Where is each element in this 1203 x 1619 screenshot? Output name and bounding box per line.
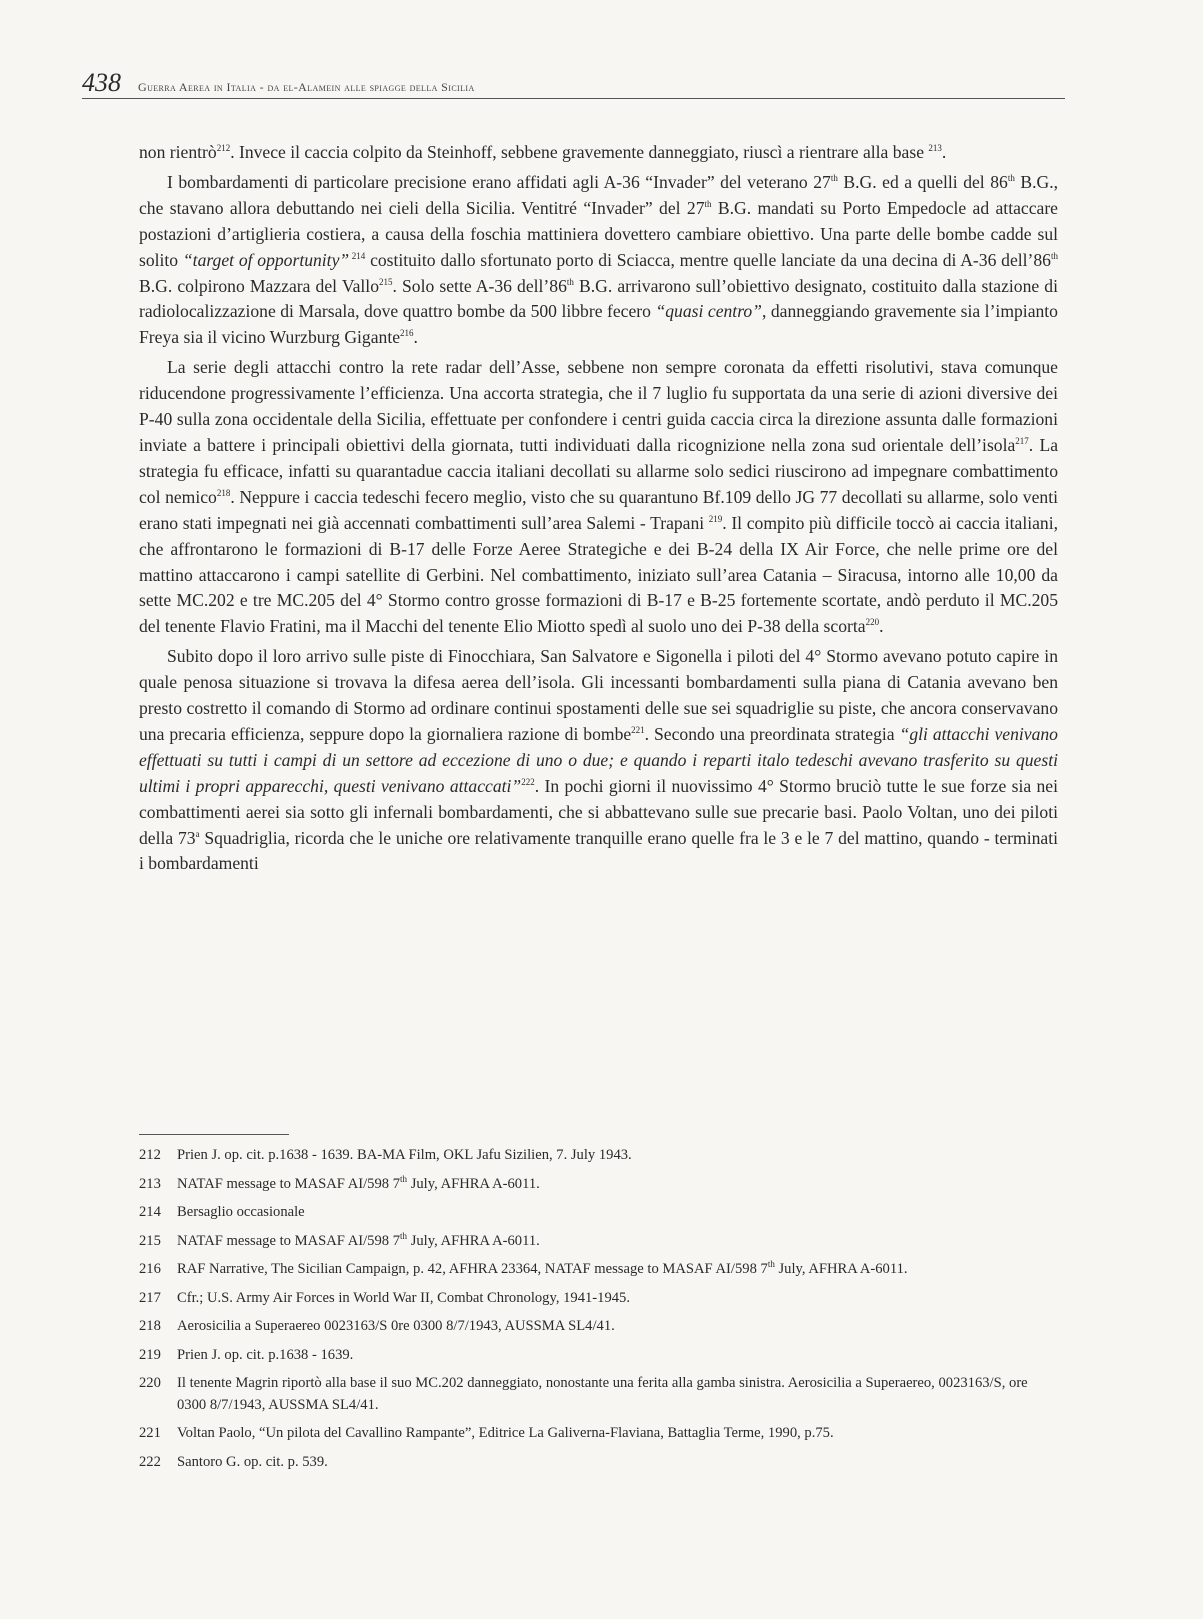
text-run: . Il compito più difficile toccò ai caccia italiani, che affrontarono le formazioni di B-17 delle Forze Aeree Strategiche e dei B-24 della IX Air Force, che nelle prime ore del mattino attaccarono i campi satellite di Gerbini. Nel combattimento, iniziato sull’area Catania – Siracusa, intorno alle 10,00 da sette MC.202 e tre MC.205 del 4° Stormo contro grosse formazioni di B-17 e B-25 fortemente scortate, andò perduto il MC.205 del tenente Flavio Fratini, ma il Macchi del tenente Elio Miotto spedì al suolo uno dei P-38 della scorta	[139, 512, 1058, 637]
ordinal-suffix: th	[830, 173, 838, 184]
paragraph-1	[139, 140, 1058, 166]
text-run: B.G. ed a quelli del 86	[837, 171, 1008, 192]
footnote-text	[177, 1231, 1058, 1253]
footnote-ref: 212	[216, 143, 231, 154]
footnote-number: 212	[139, 1147, 161, 1163]
ordinal-suffix: th	[1007, 173, 1015, 184]
text-run: NATAF message to MASAF AI/598 7	[177, 1232, 401, 1249]
text-run: I bombardamenti di particolare precisione erano affidati agli A-36 “Invader” del veterano 27	[167, 171, 831, 192]
footnote	[139, 1288, 1058, 1310]
footnote-ref: 222	[521, 776, 535, 787]
text-run: . Neppure i caccia tedeschi fecero meglio, visto che su quarantuno Bf.109 dello JG 77 decollati su allarme, solo venti erano stati impegnati nei già accennati combattimenti sull’area Salemi - Trapani	[139, 486, 1058, 533]
footnote	[139, 1231, 1058, 1253]
text-run: costituito dallo sfortunato porto di Sciacca, mentre quelle lanciate da una decina di A-36 dell’86	[365, 249, 1051, 270]
text-run: La serie degli attacchi contro la rete radar dell’Asse, sebbene non sempre coronata da effetti risolutivi, stava comunque riducendone progressivamente l’efficienza. Una accorta strategia, che il 7 luglio fu supportata da una serie di azioni diversive dei P-40 sulla zona occidentale della Sicilia, effettuate per confondere i centri guida caccia circa la direzione assunta dalle formazioni inviate a battere i principali obiettivi della giornata, tutti individuati dalla ricognizione nella zona sud orientale dell’isola	[139, 357, 1058, 455]
ordinal-suffix: th	[566, 276, 574, 287]
footnote-number: 216	[139, 1261, 161, 1277]
text-run: . La strategia fu efficace, infatti su quarantadue caccia italiani decollati su allarme solo sedici riuscirono ad impegnare combattimento col nemico	[139, 434, 1059, 507]
ordinal-suffix: th	[704, 198, 712, 209]
body-text	[139, 140, 1058, 877]
text-run: .	[879, 616, 884, 637]
footnote-number: 213	[139, 1175, 161, 1192]
text-run: , danneggiando gravemente sia l’impianto Freya sia il vicino Wurzburg Gigante	[139, 301, 1058, 348]
footnote-number: 217	[139, 1289, 161, 1306]
footnote-number: 214	[139, 1204, 161, 1220]
ordinal-suffix: th	[767, 1259, 775, 1270]
footnote-text: Cfr.; U.S. Army Air Forces in World War II, Combat Chronology, 1941-1945.	[177, 1289, 631, 1306]
footnote	[139, 1345, 1058, 1367]
footnote-ref: 219	[708, 513, 723, 524]
text-run: .	[941, 142, 947, 162]
page-number: 438	[82, 68, 121, 97]
text-run: July, AFHRA A-6011.	[774, 1261, 908, 1277]
footnote	[139, 1174, 1058, 1196]
footnote-text	[177, 1174, 1058, 1196]
footnote	[139, 1316, 1058, 1338]
text-run: . Invece il caccia colpito da Steinhoff, sebbene gravemente danneggiato, riuscì a rientrare alla base	[230, 142, 929, 162]
footnote	[139, 1259, 1058, 1281]
text-run: Subito dopo il loro arrivo sulle piste di Finocchiara, San Salvatore e Sigonella i piloti del 4° Stormo avevano potuto capire in quale penosa situazione si trovava la difesa aerea dell’isola. Gli incessanti bombardamenti sulla piana di Catania avevano ben presto costretto il comando di Stormo ad ordinare continui spostamenti delle sue sei squadriglie su piste, che ancora conservavano una precaria efficienza, seppure dopo la giornaliera razione di bombe	[139, 646, 1058, 744]
text-run: NATAF message to MASAF AI/598 7	[177, 1175, 401, 1192]
footnote-text: Bersaglio occasionale	[177, 1204, 305, 1220]
text-run: . Secondo una preordinata strategia	[644, 723, 900, 744]
running-title: Guerra Aerea in Italia - da el-Alamein alle spiagge della Sicilia	[138, 80, 475, 94]
text-run: .	[413, 327, 418, 348]
text-run: RAF Narrative, The Sicilian Campaign, p. 42, AFHRA 23364, NATAF message to MASAF AI/598 7	[177, 1261, 768, 1277]
footnote-number: 218	[139, 1318, 161, 1334]
footnote-text: Prien J. op. cit. p.1638 - 1639. BA-MA Film, OKL Jafu Sizilien, 7. July 1943.	[177, 1147, 632, 1163]
paragraph-4	[139, 644, 1058, 877]
text-run: July, AFHRA A-6011.	[407, 1175, 540, 1192]
footnote-ref: 218	[216, 487, 231, 498]
footnote-text: Prien J. op. cit. p.1638 - 1639.	[177, 1346, 354, 1363]
footnote-ref: 216	[400, 328, 414, 339]
paragraph-3	[139, 355, 1058, 640]
text-run: B.G. arrivarono sull’obiettivo designato, costituito dalla stazione di radiolocalizzazione di Marsala, dove quattro bombe da 500 libbre fecero	[139, 275, 1058, 322]
italic-quote: “gli attacchi venivano effettuati su tutti i campi di un settore ad eccezione di uno o due; e quando i reparti italo tedeschi avevano trasferito su questi ultimi i propri apparecchi, questi venivano attaccati”	[139, 723, 1058, 796]
footnote-number: 219	[139, 1346, 161, 1363]
footnote-text: Santoro G. op. cit. p. 539.	[177, 1453, 328, 1470]
footnote-number: 220	[139, 1375, 161, 1391]
footnote-number: 215	[139, 1232, 161, 1249]
ordinal-suffix: th	[400, 1230, 408, 1241]
footnote-ref: 213	[928, 143, 942, 154]
italic-quote: “quasi centro”	[655, 301, 762, 322]
ordinal-suffix: th	[400, 1173, 408, 1184]
footnote-ref: 221	[631, 725, 645, 736]
footnote-text: Il tenente Magrin riportò alla base il suo MC.202 danneggiato, nonostante una ferita alla gamba sinistra. Aerosicilia a Superaereo, 0023163/S, ore 0300 8/7/1943, AUSSMA SL4/41.	[177, 1375, 1028, 1413]
footnote-ref: 215	[379, 276, 393, 287]
text-run: B.G. colpirono Mazzara del Vallo	[139, 275, 379, 296]
text-run: . Solo sette A-36 dell’86	[392, 275, 567, 296]
footnotes-list	[139, 1145, 1058, 1480]
footnote	[139, 1423, 1058, 1445]
footnote-ref: 220	[865, 617, 880, 628]
paragraph-2	[139, 170, 1058, 351]
text-run: non rientrò	[139, 142, 217, 162]
text-run: Squadriglia, ricorda che le uniche ore relativamente tranquille erano quelle fra le 3 e le 7 del mattino, quando - terminati i bombardamenti	[139, 827, 1058, 874]
footnote	[139, 1145, 1058, 1167]
italic-quote: “target of opportunity”	[182, 249, 350, 270]
footnote-number: 221	[139, 1425, 161, 1441]
text-run: B.G., che stavano allora debuttando nei cieli della Sicilia. Ventitré “Invader” del 27	[139, 171, 1059, 218]
footnote-divider	[139, 1134, 289, 1135]
footnote-ref: 214	[349, 250, 366, 261]
running-header	[82, 70, 1065, 99]
text-run: July, AFHRA A-6011.	[407, 1232, 540, 1249]
footnote-number: 222	[139, 1453, 161, 1470]
footnote-text: Voltan Paolo, “Un pilota del Cavallino Rampante”, Editrice La Galiverna-Flaviana, Battaglia Terme, 1990, p.75.	[177, 1425, 834, 1441]
footnote	[139, 1373, 1058, 1416]
footnote-text: Aerosicilia a Superaereo 0023163/S 0re 0300 8/7/1943, AUSSMA SL4/41.	[177, 1318, 615, 1334]
ordinal-suffix: th	[1050, 250, 1058, 261]
footnote-text	[177, 1259, 1058, 1281]
footnote	[139, 1452, 1058, 1474]
footnote	[139, 1202, 1058, 1224]
text-run: B.G. mandati su Porto Empedocle ad attaccare postazioni d’artiglieria costiera, a causa della foschia mattiniera dovettero cambiare obiettivo. Una parte delle bombe cadde sul solito	[139, 197, 1058, 270]
ordinal-suffix: a	[195, 828, 200, 839]
footnote-ref: 217	[1015, 436, 1029, 447]
text-run: . In pochi giorni il nuovissimo 4° Stormo bruciò tutte le sue forze sia nei combattimenti aerei sia sotto gli infernali bombardamenti, che si abbattevano sulle sue precarie basi. Paolo Voltan, uno dei piloti della 73	[139, 775, 1059, 848]
